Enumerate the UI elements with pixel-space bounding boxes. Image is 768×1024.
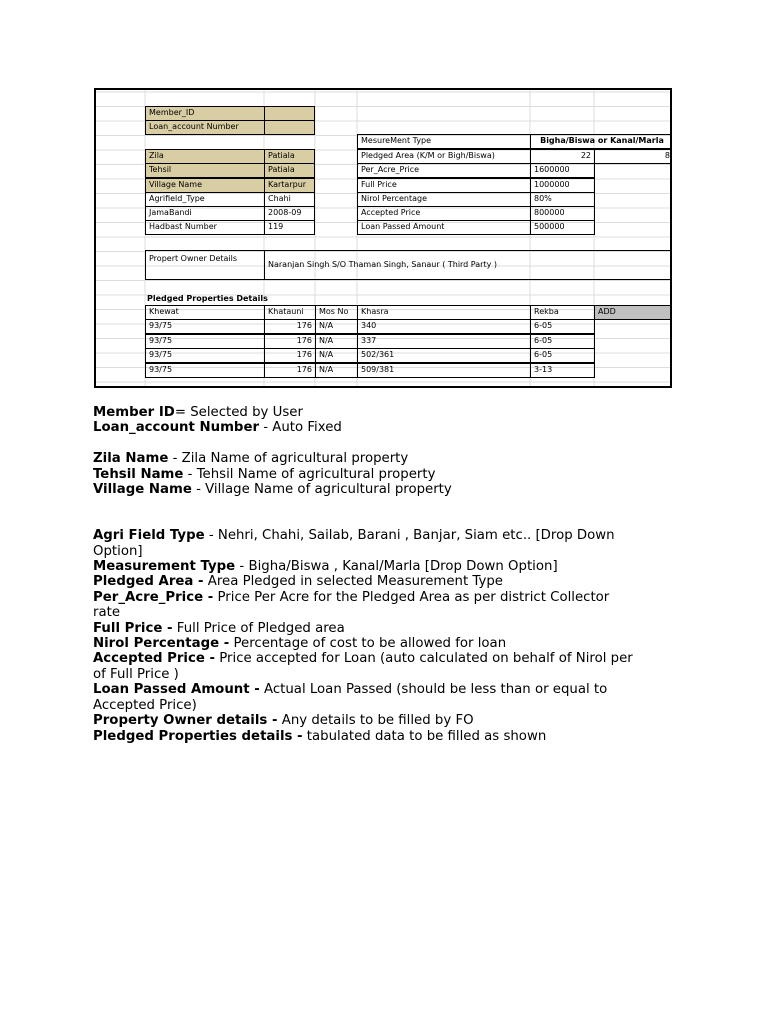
pledged-table-cell[interactable]: 509/381 (357, 363, 531, 378)
description-line (93, 467, 683, 482)
agrifield-type-input[interactable]: Chahi (264, 192, 315, 207)
description-line (93, 482, 683, 497)
description-key: Accepted Price - (93, 651, 216, 667)
pledged-table-cell[interactable]: N/A (315, 334, 358, 349)
measurement-type-value[interactable]: Bigha/Biswa or Kanal/Marla (530, 134, 672, 149)
description-text: - Nehri, Chahi, Sailab, Barani , Banjar, Siam etc.. [Drop Down (204, 528, 615, 544)
member-id-label: Member_ID (145, 106, 265, 121)
pledged-table-cell[interactable]: N/A (315, 319, 358, 334)
description-line (93, 713, 683, 728)
tehsil-label: Tehsil (145, 163, 265, 178)
description-line (93, 451, 683, 466)
hadbast-number-label: Hadbast Number (145, 220, 265, 235)
description-key: Zila Name (93, 451, 169, 467)
per-acre-price-input[interactable]: 1600000 (530, 163, 595, 178)
description-text: Full Price of Pledged area (172, 620, 345, 636)
description-text: = Selected by User (174, 405, 303, 420)
description-text: Option] (93, 543, 143, 559)
description-key: Loan Passed Amount - (93, 682, 260, 698)
description-key: Pledged Properties details - (93, 728, 303, 744)
pledged-table-cell[interactable]: 93/75 (145, 348, 265, 363)
pledged-area-value-2[interactable]: 8 (594, 149, 672, 164)
description-line (93, 621, 683, 636)
description-line (93, 605, 683, 620)
pledged-table-cell[interactable]: 6-05 (530, 319, 595, 334)
pledged-area-value-1[interactable]: 22 (530, 149, 595, 164)
accepted-price-input[interactable]: 800000 (530, 206, 595, 221)
pledged-table-header: Khatauni (264, 305, 316, 320)
loan-passed-label: Loan Passed Amount (357, 220, 531, 235)
hadbast-number-input[interactable]: 119 (264, 220, 315, 235)
description-line (93, 528, 683, 543)
description-text: - Auto Fixed (259, 420, 342, 436)
description-text: Price Per Acre for the Pledged Area as per district Collector (213, 589, 610, 605)
property-owner-label: Propert Owner Details (145, 250, 265, 280)
description-line (93, 651, 683, 666)
pledged-table-cell[interactable]: 340 (357, 319, 531, 334)
description-key: Agri Field Type (93, 528, 205, 544)
loan-passed-input[interactable]: 500000 (530, 220, 595, 235)
jamabandi-label: JamaBandi (145, 206, 265, 221)
pledged-table-cell[interactable]: 3-13 (530, 363, 595, 378)
nirol-percentage-label: Nirol Percentage (357, 192, 531, 207)
description-text: - Zila Name of agricultural property (168, 451, 409, 467)
pledged-table-header: Khewat (145, 305, 265, 320)
description-key: Village Name (93, 482, 192, 498)
zila-input[interactable]: Patiala (264, 149, 315, 164)
spreadsheet-form (94, 88, 672, 388)
description-text: - Bigha/Biswa , Kanal/Marla [Drop Down Option] (235, 559, 558, 575)
description-spacer (93, 497, 683, 528)
pledged-table-cell[interactable]: 176 (264, 334, 316, 349)
description-text: Area Pledged in selected Measurement Type (203, 574, 503, 590)
description-text: Any details to be filled by FO (277, 713, 474, 729)
pledged-properties-title: Pledged Properties Details (147, 294, 268, 303)
description-line (93, 682, 683, 697)
description-line (93, 667, 683, 682)
description-key: Property Owner details - (93, 713, 278, 729)
zila-label: Zila (145, 149, 265, 164)
member-id-input[interactable] (264, 106, 315, 121)
description-key: Per_Acre_Price - (93, 589, 214, 605)
pledged-table-header: Khasra (357, 305, 531, 320)
description-line (93, 544, 683, 559)
tehsil-input[interactable]: Patiala (264, 163, 315, 178)
pledged-area-label: Pledged Area (K/M or Bigh/Biswa) (357, 149, 531, 164)
full-price-input[interactable]: 1000000 (530, 178, 595, 193)
description-line (93, 636, 683, 651)
description-line (93, 590, 683, 605)
pledged-table-cell[interactable]: 6-05 (530, 348, 595, 363)
pledged-table-cell[interactable]: 93/75 (145, 363, 265, 378)
village-name-label: Village Name (145, 178, 265, 193)
description-text: - Tehsil Name of agricultural property (183, 466, 436, 482)
description-text: tabulated data to be filled as shown (302, 728, 547, 744)
agrifield-type-label: Agrifield_Type (145, 192, 265, 207)
loan-account-label: Loan_account Number (145, 120, 265, 135)
village-name-input[interactable]: Kartarpur (264, 178, 315, 193)
accepted-price-label: Accepted Price (357, 206, 531, 221)
description-line (93, 405, 683, 420)
pledged-table-header: Mos No (315, 305, 358, 320)
full-price-label: Full Price (357, 178, 531, 193)
description-line (93, 574, 683, 589)
pledged-table-cell[interactable]: N/A (315, 348, 358, 363)
pledged-table-header: Rekba (530, 305, 595, 320)
description-text: Price accepted for Loan (auto calculated on behalf of Nirol per (215, 651, 633, 667)
pledged-table-cell[interactable]: 93/75 (145, 319, 265, 334)
pledged-table-cell[interactable]: 176 (264, 319, 316, 334)
description-key: Pledged Area - (93, 574, 204, 590)
jamabandi-input[interactable]: 2008-09 (264, 206, 315, 221)
description-key: Tehsil Name (93, 466, 184, 482)
nirol-percentage-input[interactable]: 80% (530, 192, 595, 207)
description-line (93, 729, 683, 744)
description-key: Loan_account Number (93, 420, 260, 436)
description-text: Percentage of cost to be allowed for loan (229, 636, 507, 652)
field-descriptions (93, 405, 683, 744)
per-acre-price-label: Per_Acre_Price (357, 163, 531, 178)
description-spacer (93, 436, 683, 451)
description-line (93, 420, 683, 435)
description-line (93, 698, 683, 713)
description-text: Actual Loan Passed (should be less than or equal to (259, 682, 608, 698)
pledged-table-cell[interactable]: 6-05 (530, 334, 595, 349)
description-key: Nirol Percentage - (93, 636, 230, 652)
pledged-table-cell[interactable]: 176 (264, 363, 316, 378)
description-text: of Full Price ) (93, 666, 179, 682)
description-key: Full Price - (93, 620, 173, 636)
add-row-button[interactable]: ADD (594, 305, 672, 320)
description-text: - Village Name of agricultural property (191, 482, 452, 498)
description-key: Measurement Type (93, 559, 236, 575)
measurement-type-label: MesureMent Type (357, 134, 531, 149)
description-text: rate (93, 605, 121, 621)
pledged-table-cell[interactable]: 502/361 (357, 348, 531, 363)
description-text: Accepted Price) (93, 697, 197, 713)
description-key: Member ID (93, 405, 175, 420)
pledged-table-cell[interactable]: N/A (315, 363, 358, 378)
property-owner-input[interactable]: Naranjan Singh S/O Thaman Singh, Sanaur ( Third Party ) (264, 250, 672, 280)
description-line (93, 559, 683, 574)
pledged-table-cell[interactable]: 93/75 (145, 334, 265, 349)
loan-account-input[interactable] (264, 120, 315, 135)
pledged-table-cell[interactable]: 176 (264, 348, 316, 363)
pledged-table-cell[interactable]: 337 (357, 334, 531, 349)
